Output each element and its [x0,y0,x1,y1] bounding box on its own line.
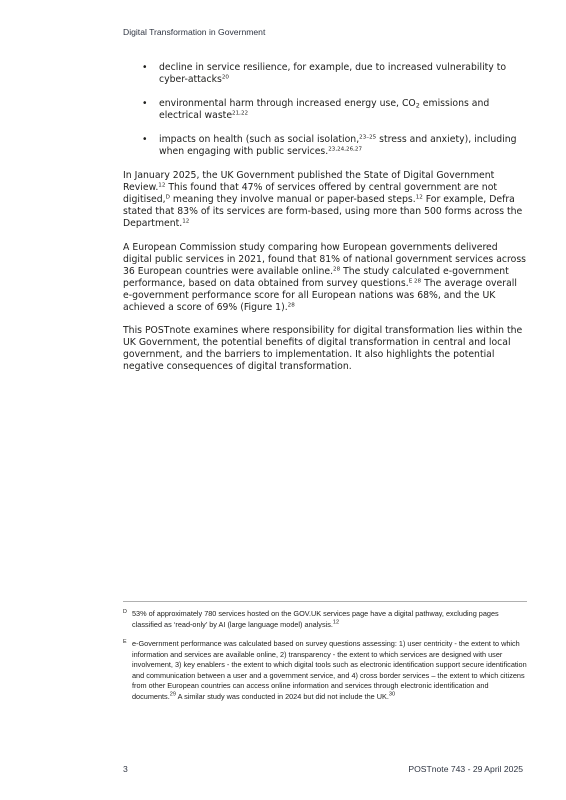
bullet-text: environmental harm through increased energy use, CO [159,97,416,109]
list-item [123,98,527,122]
main-content [123,62,527,385]
paragraph-text: In January 2025, the UK Government published the State of Digital Government Review. [123,170,495,194]
paragraph-text: The average overall e-government performance score for all European nations was 68%, and the UK achieved a score of 69% (Figure 1). [123,277,517,313]
paragraph-text: For example, Defra stated that 83% of its services are form-based, using more than 500 forms across the Department. [123,194,523,230]
bullet-text: decline in service resilience, for example, due to increased vulnerability to cyber-attacks [159,62,507,85]
citation: 21,22 [232,110,249,117]
citation: 23,24,26,27 [328,146,363,153]
footnote-e [123,639,527,702]
paragraph-text: The study calculated e-government performance, based on data obtained from survey questions. [123,265,509,289]
footnote-ref: D [165,194,170,201]
footnote-text: A similar study was conducted in 2024 but did not include the UK. [175,691,389,701]
citation: 12 [415,194,423,201]
footnote-ref: E 28 [408,278,422,285]
citation: 23–25 [359,134,377,141]
list-item [123,62,527,86]
citation: 20 [221,74,229,81]
citation: 28 [287,302,295,308]
paragraph [123,170,527,230]
bullet-text: emissions and electrical waste [159,97,490,121]
footnote-text: 53% of approximately 780 services hosted on the GOV.UK services page have a digital pathway, excluding pages classified as ‘read-only’ by AI (large language model) analysis. [132,609,499,629]
footnote-mark: E [123,639,127,645]
paragraph-text: A European Commission study comparing how European governments delivered digital public services in 2021, found that 81% of national government services across 36 European countries were available online. [123,241,527,277]
bullet-icon: • [142,62,148,73]
footnote-mark: D [123,609,127,615]
bullet-icon: • [142,97,148,109]
running-header: Digital Transformation in Government [123,27,266,37]
paragraph [123,325,527,373]
citation: 12 [332,619,340,625]
bullet-text: impacts on health (such as social isolation, [159,133,360,145]
subscript: 2 [415,101,420,110]
paragraph-text: This POSTnote examines where responsibility for digital transformation lies within the UK Government, the potential benefits of digital transformation in central and local government, and the barriers to implementation. It also highlights the potential negative consequences of digital transformation. [123,325,523,373]
bullet-list [123,62,527,157]
citation: 30 [388,691,396,697]
page-number: 3 [123,764,128,774]
citation: 29 [169,691,176,697]
citation: 12 [182,218,190,225]
publication-reference: POSTnote 743 - 29 April 2025 [408,764,523,774]
paragraph-text: meaning they involve manual or paper-based steps. [169,194,416,206]
bullet-text: stress and anxiety), including when engaging with public services. [159,133,517,157]
paragraph [123,242,527,313]
footnotes [123,609,527,711]
citation: 28 [333,266,341,273]
footnote-divider [123,601,527,602]
bullet-icon: • [142,133,148,145]
footnote-text: e-Government performance was calculated based on survey questions assessing: 1) user centricity - the extent to which information and services are available online, 2) transparency - the extent to which services are designed with user involvement, 3) key enablers - the extent to which digital tools such as electronic identification support secure identification and communication between a user and a government service, and 4) cross border services – the extent to which citizens from other European countries can access online information and services through electronic identification and documents. [132,639,527,701]
list-item [123,134,527,158]
paragraph-text: This found that 47% of services offered by central government are not digitised, [123,182,498,206]
citation: 12 [158,182,166,189]
footnote-d [123,609,527,630]
